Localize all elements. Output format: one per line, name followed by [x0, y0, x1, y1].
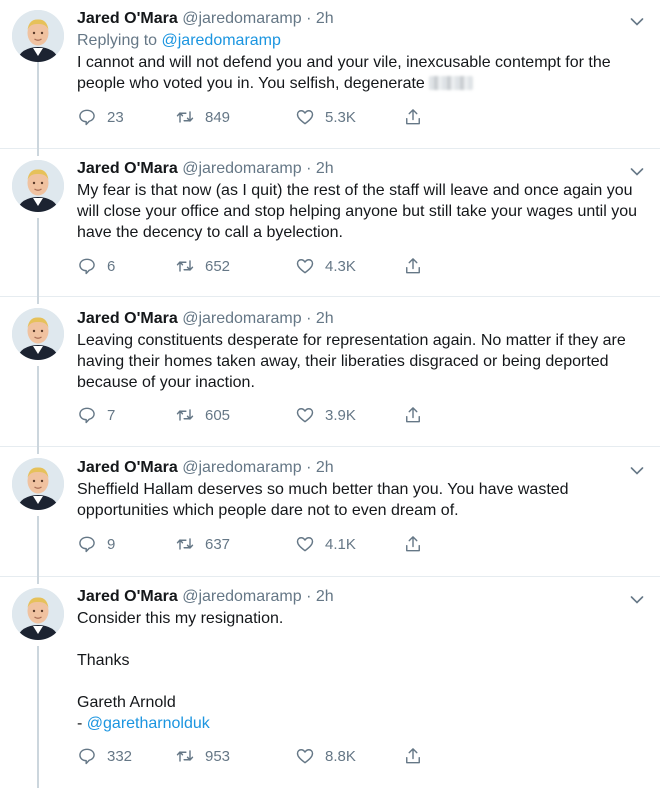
like-button[interactable]: [295, 745, 356, 767]
reply-count: 9: [107, 535, 116, 553]
tweet-text-body: I cannot and will not defend you and your vile, inexcusable contempt for the people who voted you in. You selfish, degenerate: [77, 54, 616, 92]
tweet-text: [77, 608, 646, 734]
like-count: 4.3K: [325, 257, 356, 275]
share-icon: [403, 534, 423, 554]
tweet-actions: [77, 255, 497, 277]
chevron-down-icon[interactable]: [630, 162, 644, 172]
like-count: 8.8K: [325, 747, 356, 765]
tweet-text-body: Consider this my resignation. Thanks Gareth Arnold -: [77, 610, 284, 732]
tweet-header: [77, 308, 646, 330]
share-button[interactable]: [403, 745, 423, 767]
reply-count: 23: [107, 108, 124, 126]
tweet-header: [77, 158, 646, 180]
reply-icon: [77, 256, 97, 276]
timestamp[interactable]: 2h: [315, 160, 334, 177]
tweet-header: [77, 586, 646, 608]
like-button[interactable]: [295, 106, 356, 128]
author-name[interactable]: Jared O'Mara: [77, 10, 178, 27]
retweet-button[interactable]: [175, 533, 230, 555]
avatar[interactable]: [12, 458, 64, 510]
avatar[interactable]: [12, 588, 64, 640]
retweet-icon: [175, 405, 195, 425]
avatar[interactable]: [12, 308, 64, 360]
reply-count: 6: [107, 257, 116, 275]
share-icon: [403, 107, 423, 127]
redacted-word: [429, 76, 473, 90]
timestamp[interactable]: 2h: [315, 459, 334, 476]
tweet-header: [77, 457, 646, 479]
reply-button[interactable]: [77, 745, 132, 767]
separator-dot: ·: [306, 310, 312, 327]
timestamp[interactable]: 2h: [315, 310, 334, 327]
retweet-count: 849: [205, 108, 231, 126]
thread-line: [37, 62, 39, 148]
thread-line: [37, 296, 39, 304]
chevron-down-icon[interactable]: [630, 590, 644, 600]
chevron-down-icon[interactable]: [630, 12, 644, 22]
author-handle[interactable]: @jaredomaramp: [182, 459, 302, 476]
share-button[interactable]: [403, 404, 423, 426]
replying-to-label: Replying to: [77, 32, 162, 49]
separator-dot: ·: [306, 10, 312, 27]
tweet-actions: [77, 404, 497, 426]
retweet-count: 637: [205, 535, 231, 553]
retweet-count: 953: [205, 747, 231, 765]
reply-button[interactable]: [77, 404, 115, 426]
tweet[interactable]: [0, 576, 660, 788]
retweet-icon: [175, 256, 195, 276]
tweet[interactable]: [0, 296, 660, 447]
share-icon: [403, 405, 423, 425]
retweet-button[interactable]: [175, 255, 230, 277]
like-count: 3.9K: [325, 406, 356, 424]
retweet-icon: [175, 534, 195, 554]
thread-line: [37, 646, 39, 788]
tweet-header: [77, 8, 646, 30]
reply-count: 7: [107, 406, 116, 424]
author-handle[interactable]: @jaredomaramp: [182, 588, 302, 605]
share-icon: [403, 256, 423, 276]
thread-line: [37, 576, 39, 584]
reply-icon: [77, 405, 97, 425]
like-count: 4.1K: [325, 535, 356, 553]
retweet-icon: [175, 107, 195, 127]
share-button[interactable]: [403, 533, 423, 555]
share-button[interactable]: [403, 255, 423, 277]
thread-line: [37, 218, 39, 296]
thread-line: [37, 366, 39, 446]
like-icon: [295, 405, 315, 425]
reply-count: 332: [107, 747, 133, 765]
share-button[interactable]: [403, 106, 423, 128]
separator-dot: ·: [306, 160, 312, 177]
tweet[interactable]: [0, 148, 660, 297]
timestamp[interactable]: 2h: [315, 10, 334, 27]
like-icon: [295, 746, 315, 766]
retweet-icon: [175, 746, 195, 766]
tweet-text: My fear is that now (as I quit) the rest of the staff will leave and once again you will close your office and stop helping anyone but still take your wages until you have the decency to call a byelection.: [77, 182, 642, 241]
author-handle[interactable]: @jaredomaramp: [182, 10, 302, 27]
replying-to: [77, 30, 646, 52]
retweet-button[interactable]: [175, 106, 230, 128]
thread-line: [37, 148, 39, 156]
reply-button[interactable]: [77, 255, 115, 277]
retweet-button[interactable]: [175, 404, 230, 426]
reply-button[interactable]: [77, 106, 124, 128]
avatar[interactable]: [12, 160, 64, 212]
reply-mention-link[interactable]: @jaredomaramp: [161, 32, 281, 49]
retweet-button[interactable]: [175, 745, 230, 767]
like-icon: [295, 256, 315, 276]
share-icon: [403, 746, 423, 766]
tweet-text: [77, 52, 646, 94]
chevron-down-icon[interactable]: [630, 461, 644, 471]
like-count: 5.3K: [325, 108, 356, 126]
reply-icon: [77, 746, 97, 766]
reply-icon: [77, 107, 97, 127]
timestamp[interactable]: 2h: [315, 588, 334, 605]
reply-icon: [77, 534, 97, 554]
like-button[interactable]: [295, 255, 356, 277]
tweet[interactable]: [0, 446, 660, 577]
tweet-actions: [77, 533, 497, 555]
tweet-text: Sheffield Hallam deserves so much better than you. You have wasted opportunities which people dare not to even dream of.: [77, 481, 574, 519]
author-handle[interactable]: @jaredomaramp: [182, 160, 302, 177]
retweet-count: 652: [205, 257, 231, 275]
retweet-count: 605: [205, 406, 231, 424]
author-name[interactable]: Jared O'Mara: [77, 459, 178, 476]
tweet[interactable]: [0, 0, 660, 149]
separator-dot: ·: [306, 588, 312, 605]
tweet-actions: [77, 745, 497, 767]
reply-button[interactable]: [77, 533, 115, 555]
avatar[interactable]: [12, 10, 64, 62]
tweet-actions: [77, 106, 497, 128]
author-name[interactable]: Jared O'Mara: [77, 310, 178, 327]
like-button[interactable]: [295, 533, 356, 555]
author-handle[interactable]: @jaredomaramp: [182, 310, 302, 327]
author-name[interactable]: Jared O'Mara: [77, 160, 178, 177]
author-name[interactable]: Jared O'Mara: [77, 588, 178, 605]
mention-link[interactable]: @garetharnolduk: [86, 715, 210, 732]
thread-line: [37, 446, 39, 454]
like-icon: [295, 107, 315, 127]
like-button[interactable]: [295, 404, 356, 426]
tweet-text: Leaving constituents desperate for representation again. No matter if they are having their homes taken away, their liberaties disgraced or being deported because of your inaction.: [77, 332, 631, 391]
thread-line: [37, 516, 39, 576]
separator-dot: ·: [306, 459, 312, 476]
like-icon: [295, 534, 315, 554]
